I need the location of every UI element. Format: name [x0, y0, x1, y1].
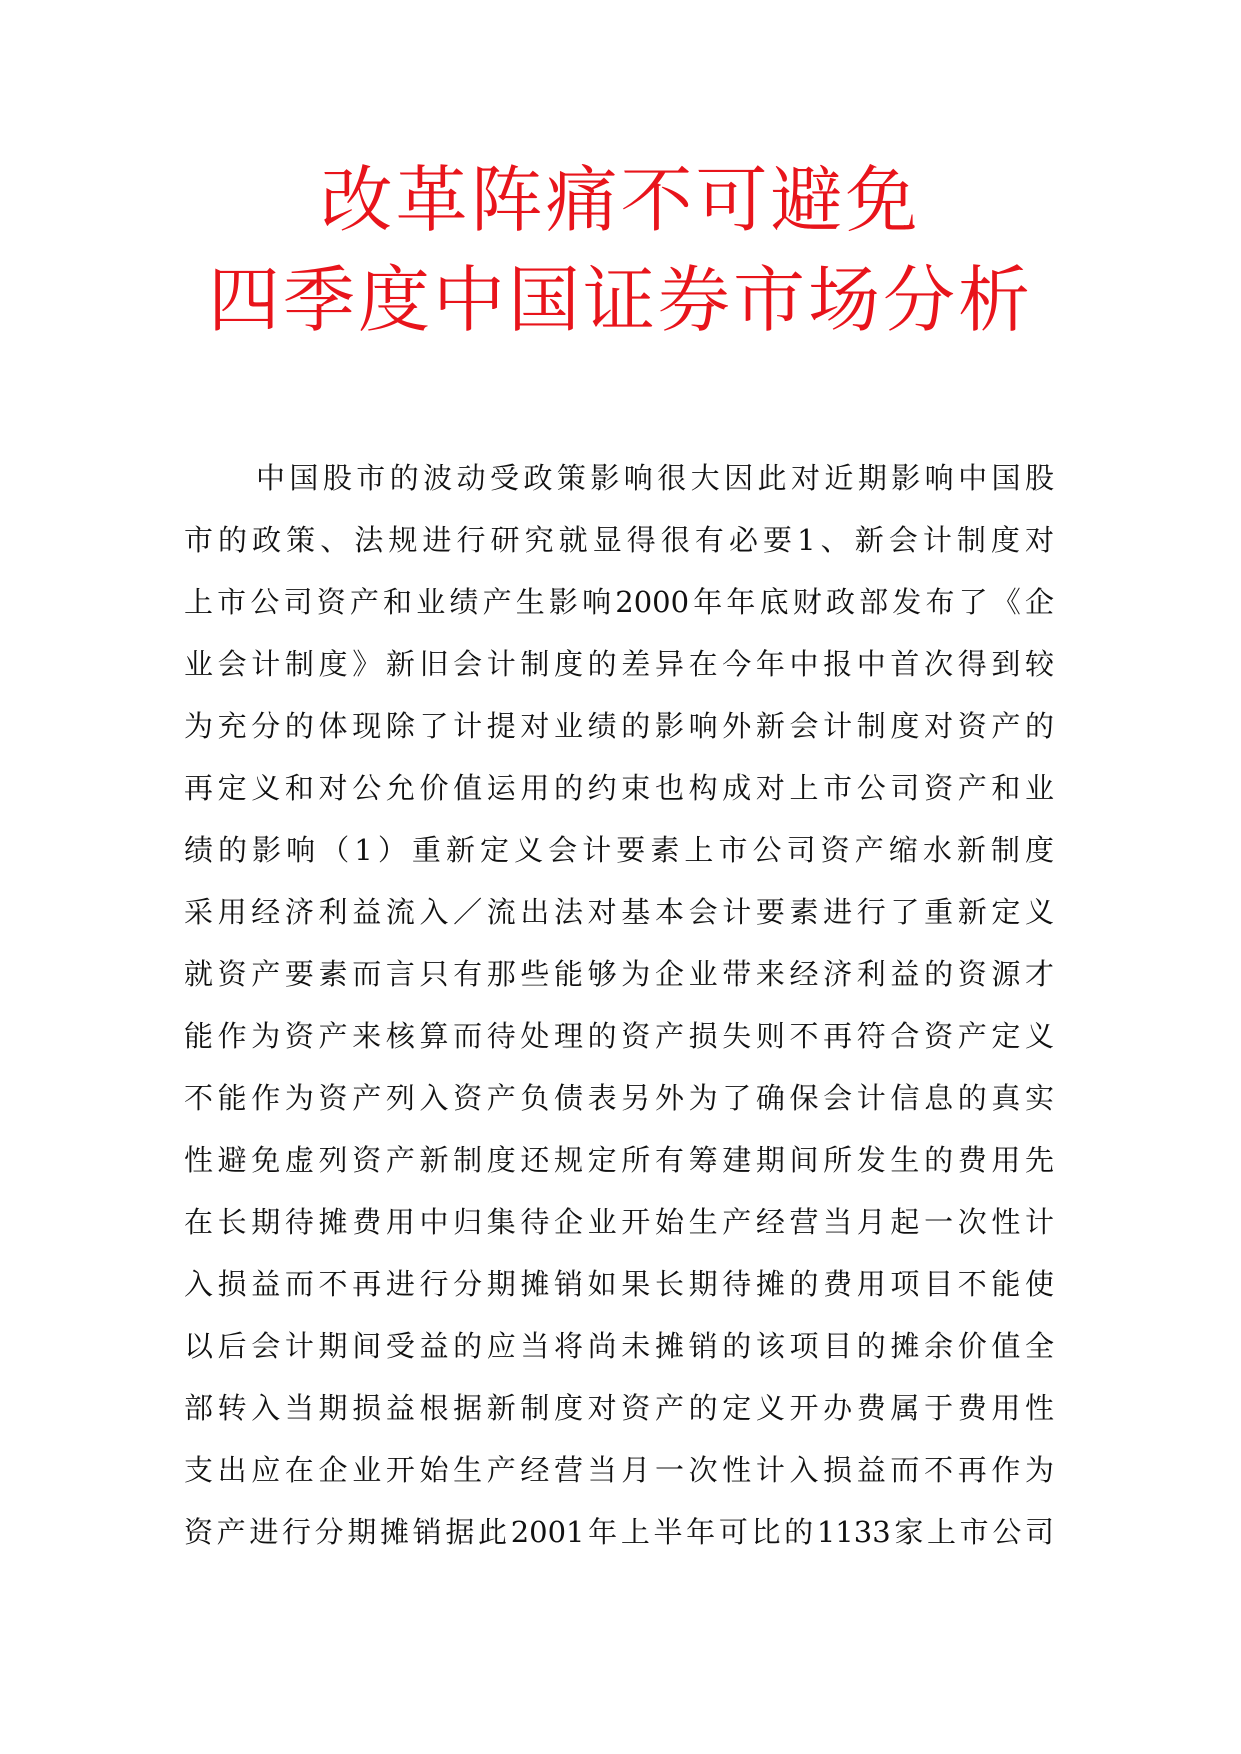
body-line: 支出应在企业开始生产经营当月一次性计入损益而不再作为 [184, 1453, 1054, 1487]
body-line: 再定义和对公允价值运用的约束也构成对上市公司资产和业 [184, 771, 1054, 805]
body-line: 绩的影响（1）重新定义会计要素上市公司资产缩水新制度 [184, 833, 1054, 867]
body-line: 采用经济利益流入／流出法对基本会计要素进行了重新定义 [184, 895, 1054, 929]
body-line: 入损益而不再进行分期摊销如果长期待摊的费用项目不能使 [184, 1267, 1054, 1301]
body-line: 不能作为资产列入资产负债表另外为了确保会计信息的真实 [184, 1081, 1054, 1115]
title-line-1: 改革阵痛不可避免 [320, 158, 921, 242]
body-line: 为充分的体现除了计提对业绩的影响外新会计制度对资产的 [184, 709, 1054, 743]
body-line: 以后会计期间受益的应当将尚未摊销的该项目的摊余价值全 [184, 1329, 1054, 1363]
body-line: 就资产要素而言只有那些能够为企业带来经济利益的资源才 [184, 957, 1054, 991]
body-line: 业会计制度》新旧会计制度的差异在今年中报中首次得到较 [184, 647, 1054, 681]
body-text [184, 447, 1054, 1563]
body-line: 中国股市的波动受政策影响很大因此对近期影响中国股 [256, 461, 1054, 495]
body-line: 市的政策、法规进行研究就显得很有必要1、新会计制度对 [184, 523, 1054, 557]
body-line: 资产进行分期摊销据此2001年上半年可比的1133家上市公司 [184, 1515, 1054, 1549]
body-line: 能作为资产来核算而待处理的资产损失则不再符合资产定义 [184, 1019, 1054, 1053]
document-title [0, 150, 1241, 350]
title-line-2: 四季度中国证券市场分析 [207, 258, 1033, 342]
body-line: 部转入当期损益根据新制度对资产的定义开办费属于费用性 [184, 1391, 1054, 1425]
body-line: 性避免虚列资产新制度还规定所有筹建期间所发生的费用先 [184, 1143, 1054, 1177]
body-line: 在长期待摊费用中归集待企业开始生产经营当月起一次性计 [184, 1205, 1054, 1239]
body-line: 上市公司资产和业绩产生影响2000年年底财政部发布了《企 [184, 585, 1054, 619]
